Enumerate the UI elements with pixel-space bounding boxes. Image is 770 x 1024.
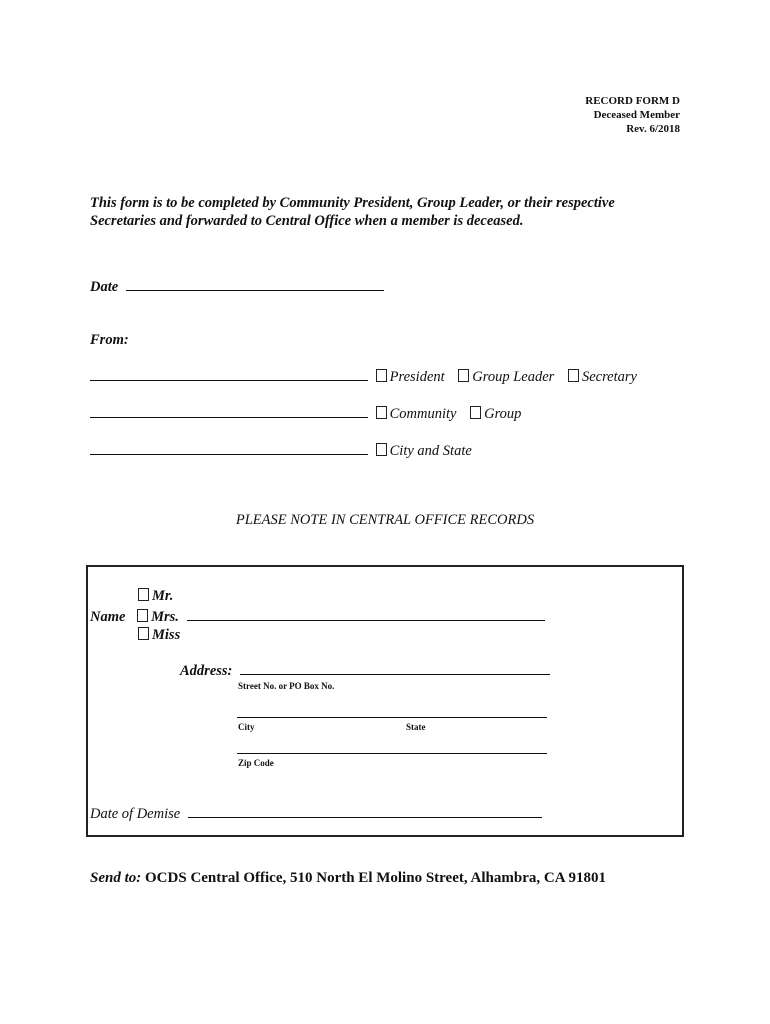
street-field[interactable] (240, 662, 550, 675)
address-label: Address: (180, 663, 233, 679)
city-state-checkbox[interactable] (376, 443, 387, 456)
date-row (90, 278, 384, 296)
intro-line-2: Secretaries and forwarded to Central Office when a member is deceased. (90, 213, 524, 229)
name-field[interactable] (187, 608, 545, 621)
form-revision: Rev. 6/2018 (626, 123, 680, 135)
street-caption: Street No. or PO Box No. (238, 681, 335, 691)
miss-checkbox[interactable] (138, 627, 149, 640)
title-miss (134, 627, 180, 644)
title-mr (134, 588, 173, 605)
date-field[interactable] (126, 278, 384, 291)
form-name: Deceased Member (593, 109, 680, 121)
state-caption: State (406, 722, 426, 732)
from-row-unit (90, 405, 527, 423)
city-state-label: City and State (389, 443, 472, 459)
form-id: RECORD FORM D (585, 95, 680, 107)
group-leader-label: Group Leader (472, 369, 555, 385)
mrs-label: Mrs. (151, 609, 179, 625)
from-row-location (90, 442, 478, 460)
address-row (180, 662, 550, 680)
send-to-address: OCDS Central Office, 510 North El Molino Street, Alhambra, CA 91801 (145, 870, 606, 886)
zip-caption: Zip Code (238, 758, 274, 768)
secretary-checkbox[interactable] (568, 369, 579, 382)
community-checkbox[interactable] (376, 406, 387, 419)
name-row (90, 608, 545, 626)
president-checkbox[interactable] (376, 369, 387, 382)
president-label: President (389, 369, 445, 385)
from-unit-field[interactable] (90, 405, 368, 418)
demise-row (90, 805, 542, 823)
community-label: Community (389, 406, 457, 422)
intro-paragraph (90, 194, 690, 230)
send-to (90, 870, 606, 887)
mrs-checkbox[interactable] (137, 609, 148, 622)
from-row-role (90, 368, 643, 386)
miss-label: Miss (152, 627, 181, 643)
mr-checkbox[interactable] (138, 588, 149, 601)
group-label: Group (484, 406, 522, 422)
send-to-label: Send to: (90, 870, 142, 886)
group-checkbox[interactable] (470, 406, 481, 419)
from-location-field[interactable] (90, 442, 368, 455)
from-label: From: (90, 332, 129, 348)
date-label: Date (90, 279, 119, 295)
city-state-field[interactable] (237, 705, 547, 718)
name-label: Name (90, 609, 126, 625)
from-name-field[interactable] (90, 368, 368, 381)
intro-line-1: This form is to be completed by Community President, Group Leader, or their respective (90, 195, 615, 211)
demise-label: Date of Demise (90, 806, 181, 822)
record-box (86, 565, 684, 837)
zip-field[interactable] (237, 741, 547, 754)
form-header (585, 94, 680, 136)
group-leader-checkbox[interactable] (458, 369, 469, 382)
city-caption: City (238, 722, 255, 732)
demise-field[interactable] (188, 805, 542, 818)
secretary-label: Secretary (581, 369, 637, 385)
records-notice: PLEASE NOTE IN CENTRAL OFFICE RECORDS (235, 512, 535, 528)
mr-label: Mr. (152, 588, 174, 604)
